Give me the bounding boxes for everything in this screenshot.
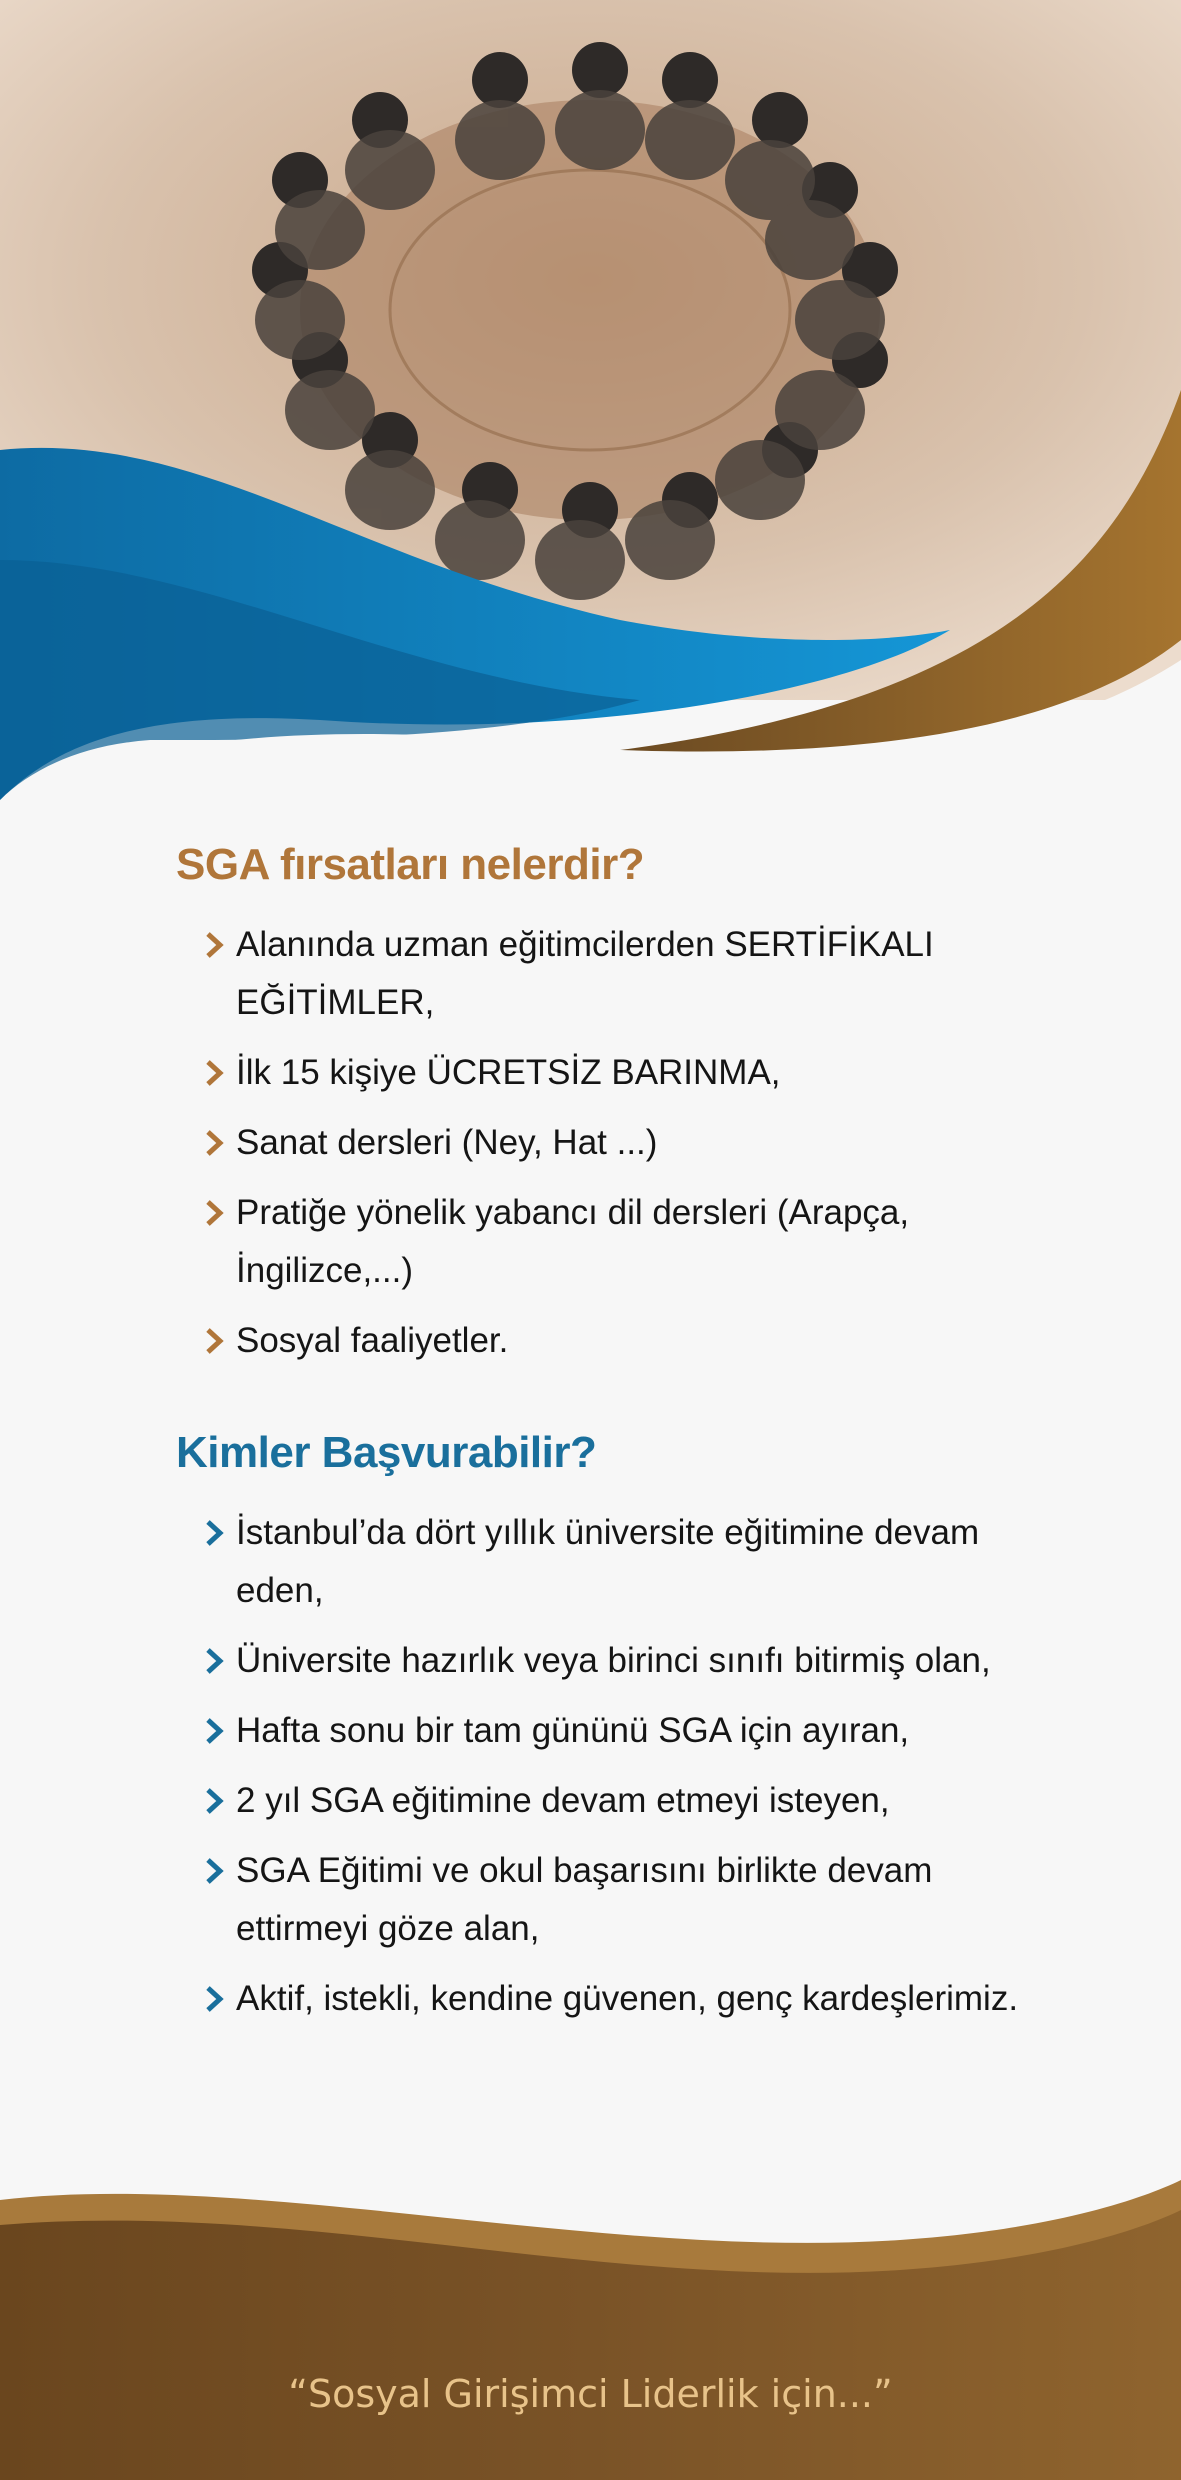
footer-illustration — [0, 2180, 1181, 2480]
chevron-right-icon — [204, 1058, 226, 1088]
list-item-text: Alanında uzman eğitimcilerden SERTİFİKALI EĞİTİMLER, — [236, 925, 934, 1022]
list-item-text: İlk 15 kişiye ÜCRETSİZ BARINMA, — [236, 1053, 781, 1092]
chevron-right-icon — [204, 1716, 226, 1746]
list-item-text: Üniversite hazırlık veya birinci sınıfı bitirmiş olan, — [236, 1641, 991, 1680]
list-item — [204, 916, 1036, 1032]
chevron-right-icon — [204, 1128, 226, 1158]
eligibility-title: Kimler Başvurabilir? — [176, 1428, 597, 1477]
list-item — [204, 1312, 1036, 1370]
list-item — [204, 1632, 1036, 1690]
chevron-right-icon — [204, 1198, 226, 1228]
list-item — [204, 1970, 1036, 2028]
chevron-right-icon — [204, 1326, 226, 1356]
list-item — [204, 1114, 1036, 1172]
list-item-text: Hafta sonu bir tam gününü SGA için ayıran, — [236, 1711, 910, 1750]
list-item-text: Sanat dersleri (Ney, Hat ...) — [236, 1123, 658, 1162]
list-item — [204, 1044, 1036, 1102]
chevron-right-icon — [204, 1786, 226, 1816]
list-item — [204, 1702, 1036, 1760]
list-item — [204, 1504, 1036, 1620]
main-content — [176, 840, 1036, 2040]
list-item-text: 2 yıl SGA eğitimine devam etmeyi isteyen, — [236, 1781, 890, 1820]
opportunities-list — [176, 916, 1036, 1370]
opportunities-title: SGA fırsatları nelerdir? — [176, 840, 645, 889]
list-item — [204, 1184, 1036, 1300]
list-item — [204, 1772, 1036, 1830]
chevron-right-icon — [204, 1984, 226, 2014]
chevron-right-icon — [204, 1646, 226, 1676]
eligibility-list — [176, 1504, 1036, 2028]
list-item-text: Aktif, istekli, kendine güvenen, genç kardeşlerimiz. — [236, 1979, 1019, 2018]
list-item-text: Pratiğe yönelik yabancı dil dersleri (Arapça, İngilizce,...) — [236, 1193, 910, 1290]
chevron-right-icon — [204, 1856, 226, 1886]
footer-wave — [0, 2180, 1181, 2480]
chevron-right-icon — [204, 930, 226, 960]
slogan: “Sosyal Girişimci Liderlik için...” — [288, 2372, 893, 2416]
chevron-right-icon — [204, 1518, 226, 1548]
hero-illustration — [0, 0, 1181, 800]
list-item-text: İstanbul’da dört yıllık üniversite eğitimine devam eden, — [236, 1513, 980, 1610]
list-item-text: SGA Eğitimi ve okul başarısını birlikte devam ettirmeyi göze alan, — [236, 1851, 933, 1948]
list-item-text: Sosyal faaliyetler. — [236, 1321, 509, 1360]
list-item — [204, 1842, 1036, 1958]
hero-banner — [0, 0, 1181, 800]
